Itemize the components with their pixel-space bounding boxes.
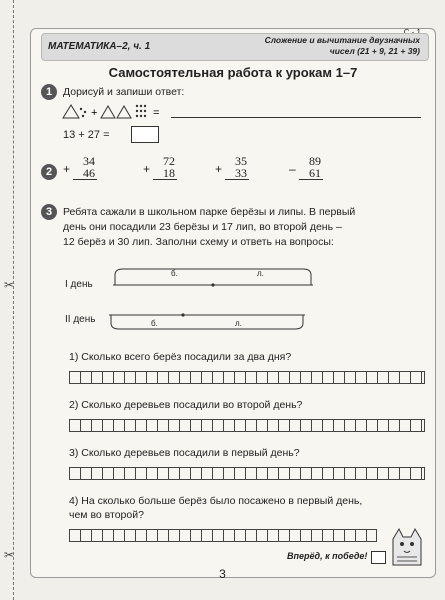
col2-op: + [143,162,151,176]
answer-cells[interactable] [69,467,425,480]
sum-line [153,179,177,180]
page-title: Самостоятельная работа к урокам 1–7 [108,65,358,80]
question-4-cont: чем во второй? [69,509,144,521]
svg-text:=: = [153,107,160,119]
col1-op: + [63,162,71,176]
day2-label: II день [65,314,96,325]
task1-expression: 13 + 27 = [63,129,110,141]
cut-line [13,0,14,600]
day1-label: I день [65,279,93,290]
svg-text:+: + [91,107,98,119]
motto: Вперёд, к победе! [287,551,368,561]
sum-line [225,179,249,180]
sum-line [299,179,323,180]
sum-line [73,179,97,180]
page-number: 3 [219,567,226,581]
question-3: 3) Сколько деревьев посадили в первый день? [69,447,300,459]
task3-text: Ребята сажали в школьном парке берёзы и липы. В первый день они посадили 23 берёзы и 17 лип, во второй день – 12 берёз и 30 лип. Заполни схему и ответь на вопросы: [63,206,356,248]
col4-op: – [289,162,296,176]
answer-cells[interactable] [69,529,377,542]
topic-label: Сложение и вычитание двузначных чисел (21 + 9, 21 + 39) [264,35,420,56]
triangles-drawing [61,101,173,121]
question-4: 4) На сколько больше берёз было посажено в первый день, [69,495,363,507]
answer-line[interactable] [171,117,421,118]
day2-scheme[interactable] [109,311,305,333]
scissors-icon: ✂ [4,548,15,562]
question-1: 1) Сколько всего берёз посадили за два дня? [69,351,292,363]
col4-numbers: 89 61 [309,154,321,180]
task-number: 1 [41,84,57,100]
answer-cells[interactable] [69,371,425,384]
linden-label: л. [257,269,264,278]
col3-op: + [215,162,223,176]
birch-label: б. [151,319,158,328]
col2-numbers: 72 18 [163,154,175,180]
answer-box[interactable] [131,126,159,143]
worksheet [30,28,436,578]
subject-label: МАТЕМАТИКА–2, ч. 1 [48,41,151,52]
linden-label: л. [235,319,242,328]
question-2: 2) Сколько деревьев посадили во второй день? [69,399,303,411]
cat-mascot-icon [387,525,427,567]
task-number: 3 [41,204,57,220]
col3-numbers: 35 33 [235,154,247,180]
birch-label: б. [171,269,178,278]
task-number: 2 [41,164,57,180]
col1-numbers: 34 46 [83,154,95,180]
task1-text: Дорисуй и запиши ответ: [63,86,185,98]
grade-box[interactable] [371,551,386,564]
answer-cells[interactable] [69,419,425,432]
scissors-icon: ✂ [4,278,15,292]
header-bar [41,33,429,61]
day1-scheme[interactable] [113,265,313,289]
